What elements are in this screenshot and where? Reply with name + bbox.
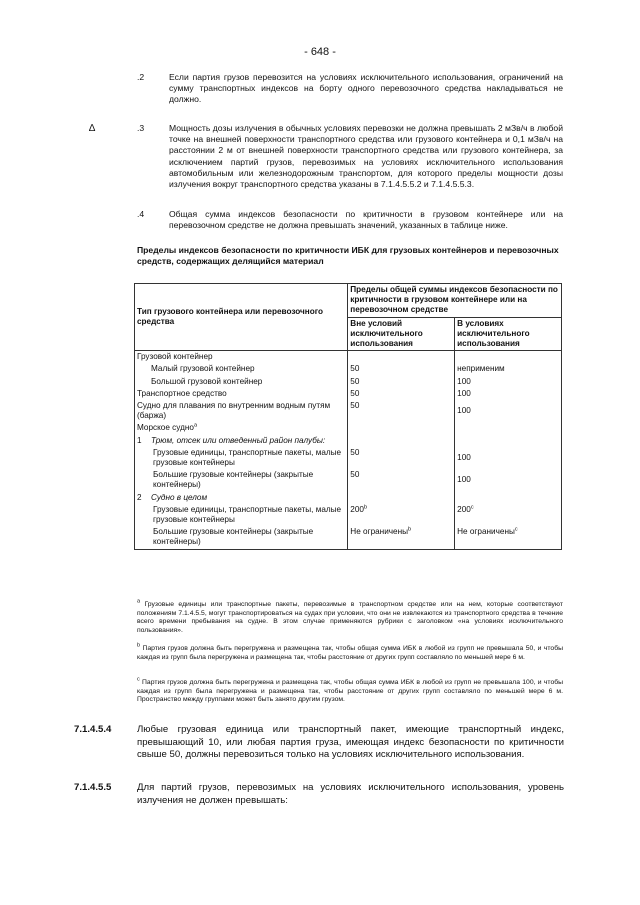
footnote-mark: a (137, 598, 141, 605)
row-label: Судно для плавания по внутренним водным путям (баржа) (135, 400, 348, 422)
item-number: .4 (137, 209, 145, 219)
row-label: Грузовой контейнер (135, 351, 348, 364)
section-number: 7.1.4.5.4 (74, 724, 112, 735)
cell-exclusive (455, 435, 562, 447)
cell-exclusive: 100 (455, 400, 562, 422)
row-label (135, 492, 348, 504)
table-row (135, 492, 562, 504)
cell-value: 200 (457, 504, 471, 514)
table-row (135, 351, 562, 364)
footnote-a (137, 598, 563, 635)
cell-exclusive: 100 (455, 469, 562, 491)
row-label: Большой грузовой контейнер (135, 376, 348, 388)
footnote-mark: c (137, 676, 140, 683)
row-label-text: Трюм, отсек или отведенный район палубы: (151, 435, 326, 445)
section-text: Для партий грузов, перевозимых на условиях исключительного использования, уровень излучения не должен превышать: (137, 782, 564, 806)
footnote-ref: b (363, 504, 368, 511)
footnote-mark: b (137, 642, 141, 649)
table-row (135, 422, 562, 434)
item-text: Общая сумма индексов безопасности по критичности в грузовом контейнере или на перевозочном средстве не должна превышать значений, указанных в таблице ниже. (169, 209, 563, 231)
cell-non-exclusive: 50 (348, 400, 455, 422)
footnote-text: Партия грузов должна быть перегружена и размещена так, чтобы общая сумма ИБК в любой из групп не превышала 100, и чтобы каждая из групп была перегружена и размещена так, чтобы расстояние от других групп составляло по меньшей мере 6 м. Пространство между группами может быть занято другим грузом. (137, 679, 563, 704)
row-label (135, 435, 348, 447)
cell-non-exclusive (348, 504, 455, 526)
footnote-b (137, 642, 563, 662)
section-number: 7.1.4.5.5 (74, 782, 112, 793)
table-row (135, 388, 562, 400)
table-row (135, 447, 562, 469)
row-label: Грузовые единицы, транспортные пакеты, малые грузовые контейнеры (135, 447, 348, 469)
cell-exclusive (455, 492, 562, 504)
cell-non-exclusive: 50 (348, 447, 455, 469)
table-title: Пределы индексов безопасности по критичности ИБК для грузовых контейнеров и перевозочных средств, содержащих делящийся материал (137, 245, 559, 267)
item-number: .3 (137, 123, 145, 133)
footnote-text: Грузовые единицы или транспортные пакеты, перевозимые в транспортном средстве или на нем, которые соответствуют положениям 7.1.4.5.5, могут транспортироваться на судах при условии, что они не извлекаются из транспортного средства в течение всего времени пребывания на судне. В этом случае применяются рубрики с заголовком «на условиях исключительного пользования». (137, 601, 563, 634)
cell-exclusive: неприменим (455, 363, 562, 375)
cell-non-exclusive: 50 (348, 363, 455, 375)
item-text: Мощность дозы излучения в обычных условиях перевозки не должна превышать 2 мЗв/ч в любой точке на внешней поверхности транспортного средства или грузового контейнера и 0,1 мЗв/ч на расстоянии 2 м от внешней поверхности транспортного средства или грузового контейнера, за исключением партий грузов, перевозимых на условиях исключительного использования автомобильным или железнодорожным транспортом, для которого пределы мощности дозы излучения вокруг транспортного средства указаны в 7.1.4.5.5.2 и 7.1.4.5.5.3. (169, 123, 563, 190)
cell-non-exclusive: 50 (348, 388, 455, 400)
row-label: Малый грузовой контейнер (135, 363, 348, 375)
row-label: Большие грузовые контейнеры (закрытые контейнеры) (135, 469, 348, 491)
table-row (135, 376, 562, 388)
cell-exclusive (455, 526, 562, 549)
delta-mark: ∆ (89, 123, 96, 134)
cell-value: Не ограничены (457, 527, 515, 537)
cell-exclusive: 100 (455, 388, 562, 400)
table-row (135, 504, 562, 526)
row-number: 1 (137, 435, 142, 445)
row-number: 2 (137, 492, 142, 502)
page-number: - 648 - (304, 46, 336, 58)
cell-non-exclusive: 50 (348, 376, 455, 388)
cell-non-exclusive (348, 492, 455, 504)
row-label: Грузовые единицы, транспортные пакеты, малые грузовые контейнеры (135, 504, 348, 526)
row-label-text: Судно в целом (151, 492, 208, 502)
row-label-text: Морское судно (137, 423, 194, 433)
table-row (135, 526, 562, 549)
item-number: .2 (137, 72, 145, 82)
col-header-non-exclusive: Вне условий исключительного использования (348, 317, 455, 351)
cell-value: 200 (350, 504, 364, 514)
cell-value: Не ограничены (350, 527, 409, 537)
footnote-ref: c (470, 504, 474, 511)
cell-non-exclusive (348, 422, 455, 434)
cell-exclusive: 100 (455, 447, 562, 469)
footnote-c (137, 676, 563, 705)
cell-exclusive (455, 504, 562, 526)
footnote-ref: b (408, 526, 412, 533)
cell-non-exclusive (348, 526, 455, 549)
footnote-ref: c (514, 526, 518, 533)
table-row (135, 363, 562, 375)
item-text: Если партия грузов перевозится на условиях исключительного использования, ограничений на сумму транспортных индексов на борту одного перевозочного средства накладываться не должно. (169, 72, 563, 105)
col-header-exclusive: В условиях исключительного использования (455, 317, 562, 351)
table-row (135, 400, 562, 422)
cell-non-exclusive: 50 (348, 469, 455, 491)
cell-exclusive: 100 (455, 376, 562, 388)
col-header-group: Пределы общей суммы индексов безопасности по критичности в грузовом контейнере или на перевозочном средстве (348, 284, 562, 318)
col-header-type: Тип грузового контейнера или перевозочного средства (135, 284, 348, 351)
section-text: Любые грузовая единица или транспортный пакет, имеющие транспортный индекс, превышающий 10, или любая партия груза, имеющая индекс безопасности по критичности свыше 50, должны перевозиться только на условиях исключительного использования. (137, 724, 564, 761)
cell-exclusive (455, 351, 562, 364)
footnote-text: Партия грузов должна быть перегружена и размещена так, чтобы общая сумма ИБК в любой из групп не превышала 50, и чтобы каждая из групп была перегружена и размещена так, чтобы расстояние от других групп составляло по меньшей мере 6 м. (137, 645, 563, 661)
row-label (135, 422, 348, 434)
row-label: Транспортное средство (135, 388, 348, 400)
cell-non-exclusive (348, 351, 455, 364)
table-row (135, 435, 562, 447)
csi-limits-table (134, 283, 562, 550)
cell-exclusive (455, 422, 562, 434)
cell-non-exclusive (348, 435, 455, 447)
row-label: Большие грузовые контейнеры (закрытые контейнеры) (135, 526, 348, 549)
table-row (135, 469, 562, 491)
footnote-ref: a (193, 422, 197, 429)
